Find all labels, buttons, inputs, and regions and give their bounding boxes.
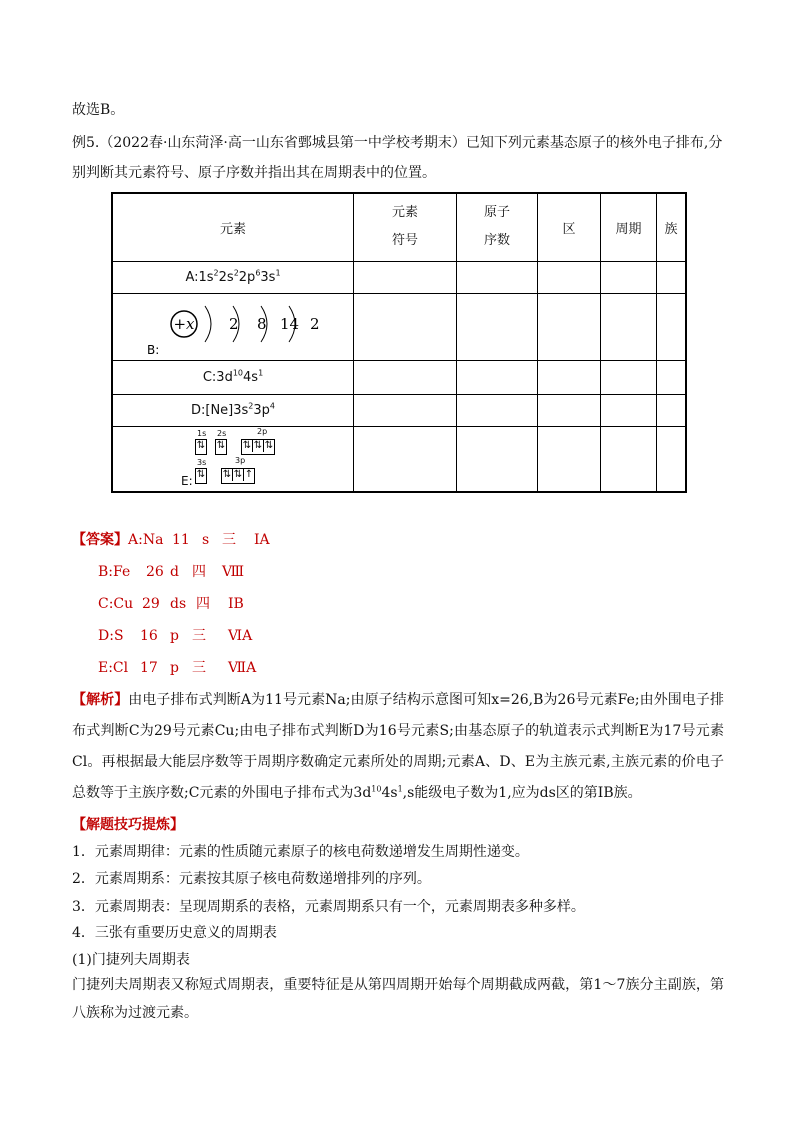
row-e-label: E: xyxy=(181,473,193,488)
row-c xyxy=(112,360,686,394)
header-symbol: 元素 符号 xyxy=(354,193,457,261)
element-table xyxy=(111,192,687,493)
row-b-label: B: xyxy=(147,342,160,357)
analysis-paragraph: 【解析】由电子排布式判断A为11号元素Na;由原子结构示意图可知x=26,B为26号元素Fe;由外围电子排布式判断C为29号元素Cu;由电子排布式判断D为16号元素S;由基态原子的轨道表示式判断E为17号元素Cl。再根据最大能层序数等于周期序数确定元素所处的周期;元素A、D、E为主族元素,主族元素的价电子总数等于主族序数;C元素的外围电子排布式为$3d^{10}4s^1,s$能级电子数为1,应为ds区的第ⅠB族。 xyxy=(72,692,724,801)
row-b-diagram xyxy=(112,293,354,360)
answer-row-b: B:Fe 26 d 四 Ⅷ xyxy=(98,564,245,580)
answer-row-c: C:Cu 29 ds 四 ⅠB xyxy=(98,596,244,612)
shell-1: 2 xyxy=(229,314,239,333)
row-e xyxy=(112,426,686,492)
row-a xyxy=(112,261,686,293)
row-c-config: $C:3d^{10}4s^1$ xyxy=(112,360,354,394)
orbital-3p: ⇅ ⇅ ↑ xyxy=(221,468,255,484)
answer-row-d: D:S 16 p 三 ⅥA xyxy=(98,628,253,644)
atom-structure-diagram xyxy=(113,294,353,360)
tip-item-2: 2．元素周期系：元素按其原子核电荷数递增排列的序列。 xyxy=(72,871,431,887)
tips-title: 【解题技巧提炼】 xyxy=(72,817,184,833)
header-number: 原子 序数 xyxy=(457,193,538,261)
row-d-config: $D:[Ne]3s^23p^4$ xyxy=(112,394,354,426)
shell-arc-1 xyxy=(205,306,211,342)
row-d xyxy=(112,394,686,426)
row-a-config: $A:1s^22s^22p^63s^1$ xyxy=(112,261,354,293)
row-b xyxy=(112,293,686,360)
tip-item-5: (1)门捷列夫周期表 xyxy=(72,952,190,968)
header-block: 区 xyxy=(538,193,601,261)
shell-3: 14 xyxy=(280,314,300,333)
tips-paragraph: 门捷列夫周期表又称短式周期表，重要特征是从第四周期开始每个周期截成两截，第1～7族分主副族，第八族称为过渡元素。 xyxy=(72,977,724,1021)
header-group: 族 xyxy=(657,193,687,261)
orbital-2p: ⇅ ⇅ ⇅ xyxy=(241,439,275,455)
shell-4: 2 xyxy=(310,314,320,333)
row-e-orbital: 1s 2s 2p ⇅ ⇅ ⇅ ⇅ ⇅ 3s 3p ⇅ ⇅ ⇅ ↑ E: xyxy=(112,426,354,492)
orbital-2s: ⇅ xyxy=(215,439,227,455)
intro-line: 故选B。 xyxy=(72,102,125,118)
orbital-1s: ⇅ xyxy=(195,439,207,455)
answer-row-a: A:Na 11 s 三 ⅠA xyxy=(128,532,270,548)
answer-tag: 【答案】 xyxy=(72,532,128,548)
tip-item-4: 4．三张有重要历史意义的周期表 xyxy=(72,925,277,941)
example-line-2: 别判断其元素符号、原子序数并指出其在周期表中的位置。 xyxy=(72,165,436,181)
analysis-tag: 【解析】 xyxy=(72,692,129,708)
tip-item-3: 3．元素周期表：呈现周期系的表格，元素周期系只有一个，元素周期表多种多样。 xyxy=(72,899,585,915)
answer-row-e: E:Cl 17 p 三 ⅦA xyxy=(98,660,257,676)
example-line-1: 例5.（2022春·山东菏泽·高一山东省鄄城县第一中学校考期末）已知下列元素基态原子的核外电子排布,分 xyxy=(72,135,723,151)
shell-2: 8 xyxy=(257,314,267,333)
nucleus-charge: +x xyxy=(173,314,195,333)
orbital-3s: ⇅ xyxy=(195,468,207,484)
header-element: 元素 xyxy=(112,193,354,261)
tip-item-1: 1．元素周期律：元素的性质随元素原子的核电荷数递增发生周期性递变。 xyxy=(72,844,529,860)
header-period: 周期 xyxy=(601,193,657,261)
